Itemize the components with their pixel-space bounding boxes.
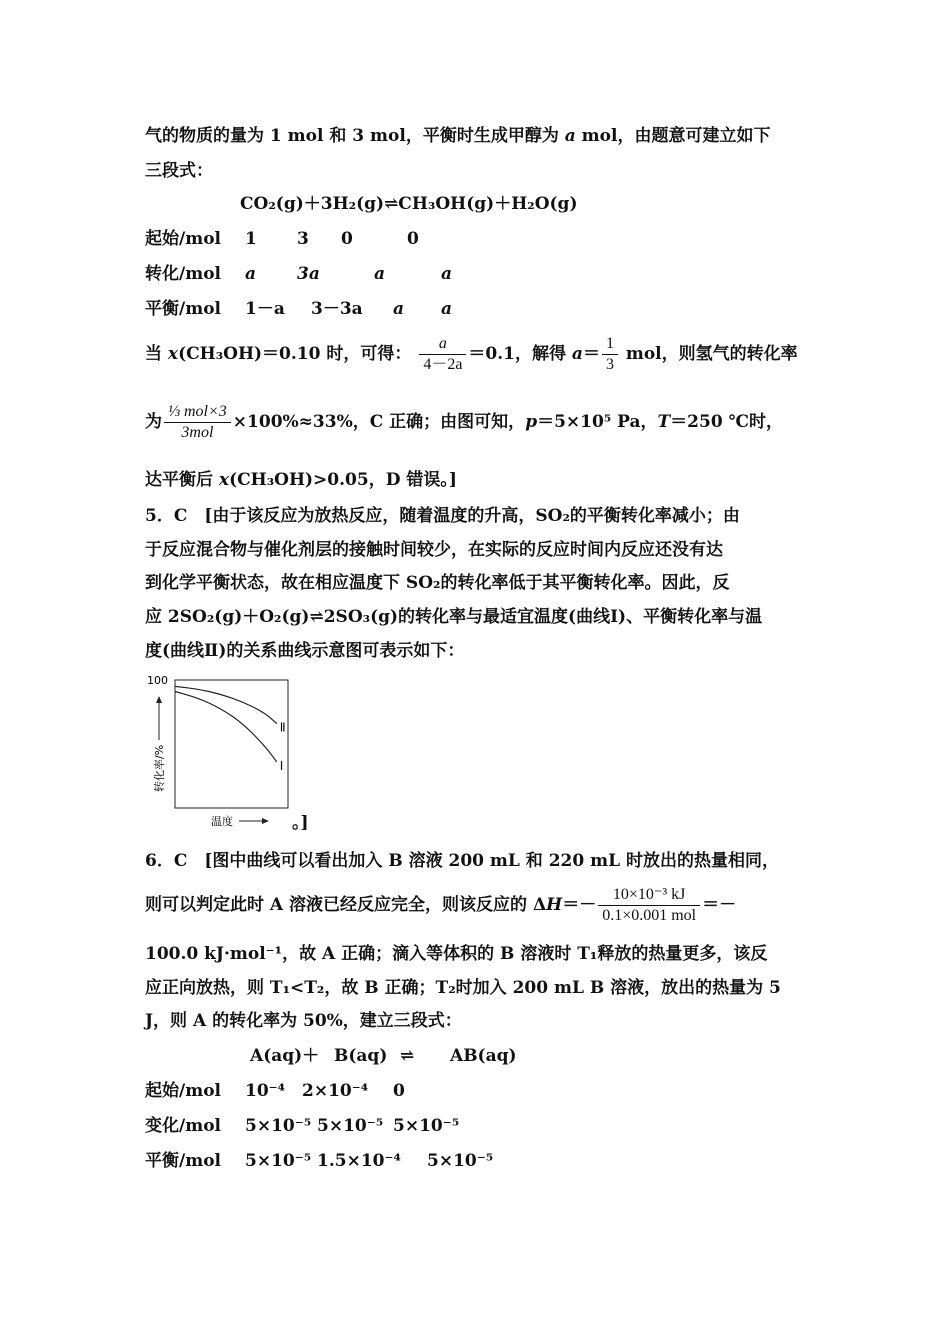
paragraph-line: 到化学平衡状态，故在相应温度下 SO₂的转化率低于其平衡转化率。因此，反 — [145, 573, 730, 593]
fraction: $\frac{a}{4-2a}$ — [419, 334, 466, 375]
figure-closing: 。] — [292, 813, 309, 833]
table-cell: a — [393, 299, 405, 319]
table-row: 转化/mol — [145, 264, 221, 284]
paragraph-line: 应 2SO₂(g)＋O₂(g)⇌2SO₃(g)的转化率与最适宜温度(曲线Ⅰ)、平衡转化率与温 — [145, 607, 763, 627]
curve-i-label: Ⅰ — [279, 758, 284, 773]
table-cell: 1－a — [245, 299, 285, 319]
table-cell: 3 — [297, 229, 309, 249]
table-cell: 2×10⁻⁴ — [302, 1081, 369, 1101]
table-row: 起始/mol — [145, 1081, 221, 1101]
paragraph-line: 达平衡后 x(CH₃OH)>0.05，D 错误。] — [145, 470, 457, 490]
fraction: $\frac{\text{⅓ mol×3}}{\text{3mol}}$ — [164, 402, 231, 443]
paragraph-line: 当 x(CH₃OH)＝0.10 时，可得： $\frac{a}{4-2a}$ ＝0.1，解得 a＝ $\frac{1}{3}$ mol，则氢气的转化率 — [145, 335, 798, 373]
paragraph-line: 100.0 kJ·mol⁻¹，故 A 正确；滴入等体积的 B 溶液时 T₁释放的热量更多，该反 — [145, 944, 768, 964]
table-cell: 0 — [407, 229, 419, 249]
paragraph-line: 气的物质的量为 1 mol 和 3 mol，平衡时生成甲醇为 a mol，由题意可建立如下 — [145, 126, 771, 146]
table-cell: 5×10⁻⁵ — [245, 1116, 312, 1136]
table-cell: 3－3a — [311, 299, 363, 319]
table-cell: 5×10⁻⁵ — [317, 1116, 384, 1136]
paragraph-line: 于反应混合物与催化剂层的接触时间较少，在实际的反应时间内反应还没有达 — [145, 540, 723, 560]
x-axis-arrowhead — [262, 818, 269, 824]
table-cell: 0 — [393, 1081, 405, 1101]
fraction: $\frac{\text{10×10⁻³ kJ}}{\text{0.1×0.001 mol}}$ — [598, 885, 700, 926]
conversion-temperature-chart — [145, 670, 305, 835]
table-cell: 5×10⁻⁵ — [245, 1151, 312, 1171]
table-cell: 5×10⁻⁵ — [393, 1116, 460, 1136]
y-tick-label: 100 — [147, 674, 168, 687]
table-cell: a — [441, 264, 453, 284]
paragraph-line: 则可以判定此时 A 溶液已经反应完全，则该反应的 ΔH＝－ $\frac{\text{10×10⁻³ kJ}}{\text{0.1×0.001 mol}}$ ＝－ — [145, 886, 737, 924]
table-cell: 1 — [245, 229, 257, 249]
y-axis-arrowhead — [156, 696, 162, 703]
curve-ii-line — [175, 686, 277, 723]
equation-term: B(aq) — [334, 1046, 388, 1066]
paragraph-line: 6．C [图中曲线可以看出加入 B 溶液 200 mL 和 220 mL 时放出的热量相同， — [145, 851, 779, 871]
equation-arrow: ⇌ — [400, 1046, 415, 1066]
table-cell: 1.5×10⁻⁴ — [317, 1151, 401, 1171]
paragraph-line: J，则 A 的转化率为 50%，建立三段式： — [145, 1011, 462, 1031]
equation-term: AB(aq) — [450, 1046, 517, 1066]
curve-i-line — [175, 692, 277, 762]
paragraph-line: 为 $\frac{\text{⅓ mol×3}}{\text{3mol}}$ ×100%≈33%，C 正确；由图可知，p＝5×10⁵ Pa，T＝250 ℃时， — [145, 403, 783, 441]
equation-term: A(aq)＋ — [250, 1046, 320, 1066]
table-row: 起始/mol — [145, 229, 221, 249]
table-cell: 10⁻⁴ — [245, 1081, 286, 1101]
table-cell: 3a — [297, 264, 320, 284]
paragraph-line: 5．C [由于该反应为放热反应，随着温度的升高，SO₂的平衡转化率减小；由 — [145, 506, 740, 526]
table-row: 平衡/mol — [145, 1151, 221, 1171]
paragraph-line: 三段式： — [145, 161, 213, 181]
table-cell: a — [245, 264, 257, 284]
chemical-equation: CO₂(g)＋3H₂(g)⇌CH₃OH(g)＋H₂O(g) — [240, 194, 578, 214]
table-cell: a — [441, 299, 453, 319]
fraction: $\frac{1}{3}$ — [602, 334, 618, 375]
table-row: 变化/mol — [145, 1116, 221, 1136]
curve-ii-label: Ⅱ — [279, 720, 286, 735]
plot-frame — [175, 680, 288, 808]
paragraph-line: 度(曲线Ⅱ)的关系曲线示意图可表示如下： — [145, 641, 465, 661]
table-cell: 0 — [341, 229, 353, 249]
table-cell: 5×10⁻⁵ — [427, 1151, 494, 1171]
table-row: 平衡/mol — [145, 299, 221, 319]
y-axis-label: 转化率/% — [153, 744, 166, 792]
x-axis-label: 温度 — [211, 815, 233, 828]
paragraph-line: 应正向放热，则 T₁<T₂，故 B 正确；T₂时加入 200 mL B 溶液，放出的热量为 5 — [145, 978, 781, 998]
table-cell: a — [374, 264, 386, 284]
